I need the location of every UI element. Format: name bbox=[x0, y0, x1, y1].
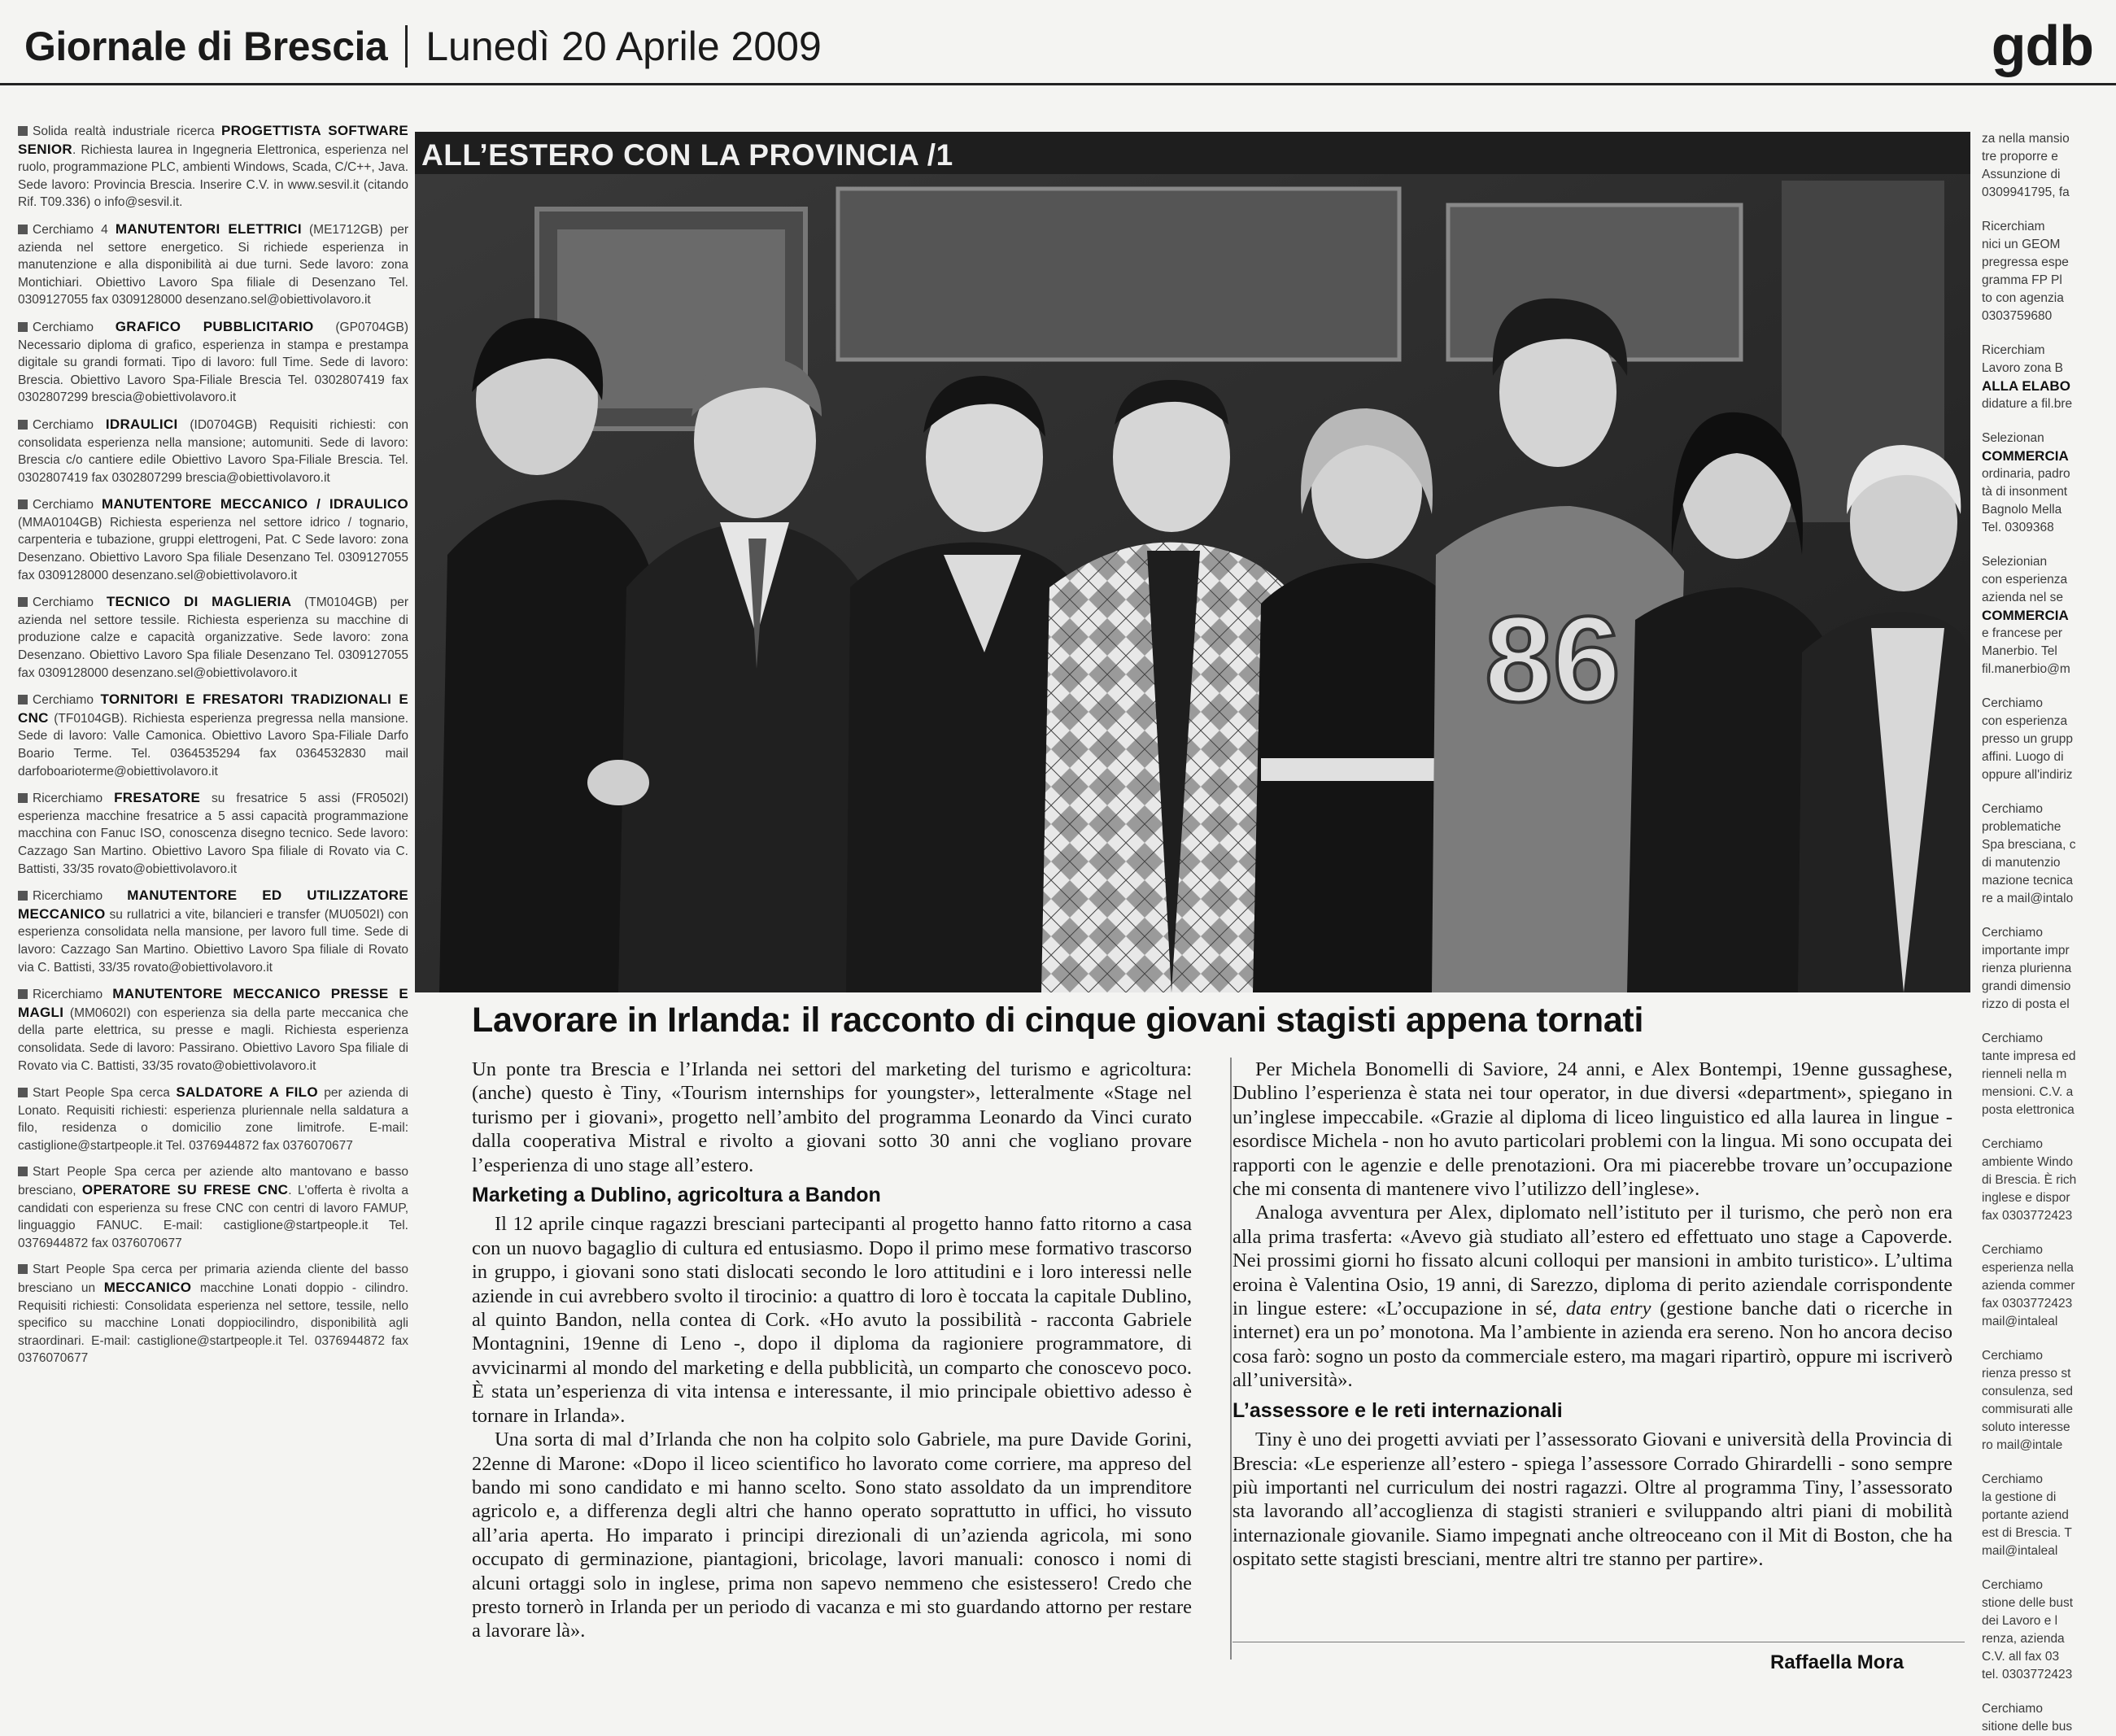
ad-job-title: MECCANICO bbox=[103, 1280, 192, 1296]
ad-intro: Cerchiamo 4 bbox=[33, 222, 108, 237]
ad-line: rienneli nella m bbox=[1982, 1067, 2067, 1081]
ad-job-title: TECNICO DI MAGLIERIA bbox=[106, 594, 292, 610]
article-headline: Lavorare in Irlanda: il racconto di cinque giovani stagisti appena tornati bbox=[472, 1001, 1644, 1040]
ad-line: Cerchiamo bbox=[1982, 926, 2043, 940]
article-paragraph: Tiny è uno dei progetti avviati per l’assessorato Giovani e università della Provincia di Brescia: «Le esperienze all’estero - spiega l’assessore Corrado Ghirardelli - sono sempre più importanti nel curriculum dei nostri ragazzi. Oltre al programma Tiny, l’assessorato sta lavorando all’accoglienza di stagisti stranieri e sviluppando altri piani di mobilità internazionale giovanile. Siamo impegnati anche oltreoceano con il Mit di Boston, che ha ospitato sette stagisti bresciani, mentre altri tre stanno per partire». bbox=[1233, 1428, 1952, 1571]
ad-bullet-icon bbox=[18, 793, 28, 803]
ad-line: renza, azienda bbox=[1982, 1632, 2065, 1646]
ad-job-title: TORNITORI E FRESATORI TRADIZIONALI E CNC bbox=[18, 691, 408, 726]
article-subheading: L’assessore e le reti internazionali bbox=[1233, 1398, 1563, 1422]
ad-line: Cerchiamo bbox=[1982, 802, 2043, 816]
ad-line: 0303759680 bbox=[1982, 309, 2053, 323]
ad-intro: Cerchiamo bbox=[33, 693, 94, 708]
classified-ad bbox=[18, 1163, 408, 1252]
shirt-number: 86 bbox=[1485, 591, 1621, 727]
ad-line: tante impresa ed bbox=[1982, 1049, 2076, 1063]
ad-spacer bbox=[1982, 325, 2116, 342]
ad-bullet-icon bbox=[18, 499, 28, 509]
ad-line: Cerchiamo bbox=[1982, 1243, 2043, 1257]
ad-details: (MMA0104GB) Richiesta esperienza nel settore idrico / tognario, carpenteria e tubazione, gruppi elettrogeni, Pat. C Sede lavoro: zona Desenzano. Obiettivo Lavoro Spa filiale Desenzano Tel. 0309127055 fax 0309128000 desenzano.sel@obiettivolavoro.it bbox=[18, 515, 408, 582]
ad-details: (ID0704GB) Requisiti richiesti: con consolidata esperienza nella mansione; automuniti. Sede di lavoro: Brescia c/o cantiere edile Obiettivo Lavoro Spa-Filiale Brescia. Tel. 0302807419 fax 0302807299 brescia@obiettivolavoro.it bbox=[18, 417, 408, 485]
ad-bullet-icon bbox=[18, 989, 28, 999]
ad-line: mail@intaleal bbox=[1982, 1315, 2058, 1328]
article-text: Analoga avventura per Alex, diplomato nell’istituto per il turismo, che però non era alla prima trasferta: «Avevo già studiato all’estero ed effettuato uno stage a Capoverde. Nei prossimi giorni ho fissato alcuni colloqui per mansioni in ambito turistico». L’ultima eroina è Valentina Osio, 19 anni, di Sarezzo, diploma di perito aziendale corrispondente in lingue estere: «L’occupazione in sé, bbox=[1233, 1202, 1952, 1320]
ad-line: portante aziend bbox=[1982, 1508, 2069, 1522]
ad-line: Manerbio. Tel bbox=[1982, 644, 2057, 658]
ad-details: (TM0104GB) per azienda nel settore tessile. Richiesta esperienza su macchine di produzione calze e capacità organizzative. Sede lavoro: zona Desenzano. Obiettivo Lavoro Spa filiale Desenzano Tel. 0309127055 fax 0309128000 desenzano.sel@obiettivolavoro.it bbox=[18, 595, 408, 680]
ad-intro: Ricerchiamo bbox=[33, 889, 103, 904]
ad-line: Cerchiamo bbox=[1982, 1702, 2043, 1716]
article-paragraph: Per Michela Bonomelli di Saviore, 24 anni, e Alex Bontempi, 19enne gussaghese, Dublino l’esperienza è stata nei tour operator, in due diversi «department», spiegano in un’inglese impeccabile. «Grazie al diploma di liceo linguistico ed alla laurea in lingue - esordisce Michela - non ho avuto particolari problemi con la lingua. Mi sono occupata dei rapporti con le agenzie e delle prenotazioni. Ora mi piacerebbe trovare un’occupazione che mi consenta di mantenere vivo l’utilizzo dell’inglese». bbox=[1233, 1058, 1952, 1201]
group-photo-illustration bbox=[415, 132, 1970, 992]
ad-details: su rullatrici a vite, bilancieri e transfer (MU0502I) con esperienza consolidata nella mansione, per lavoro full time. Sede di lavoro: Cazzago San Martino. Obiettivo Lavoro Spa filiale di Rovato via C. Battisti, 33/35 rovato@obiettivolavoro.it bbox=[18, 907, 408, 975]
ad-details: su fresatrice 5 assi (FR0502I) esperienza macchine fresatrice a 5 assi capacità programmazione macchina con Fanuc ISO, conoscenza disegno tecnico. Sede lavoro: Cazzago San Martino. Obiettivo Lavoro Spa filiale di Rovato via C. Battisti, 33/35 rovato@obiettivolavoro.it bbox=[18, 792, 408, 876]
ad-bullet-icon bbox=[18, 420, 28, 430]
newspaper-name: Giornale di Brescia bbox=[24, 24, 388, 69]
ad-spacer bbox=[1982, 678, 2116, 695]
ad-spacer bbox=[1982, 202, 2116, 218]
ad-line: est di Brescia. T bbox=[1982, 1526, 2072, 1540]
ad-bullet-icon bbox=[18, 225, 28, 234]
ad-line: grandi dimensio bbox=[1982, 979, 2071, 993]
ad-line: e francese per bbox=[1982, 626, 2063, 640]
ad-line: Selezionan bbox=[1982, 431, 2044, 445]
ad-line: Tel. 0309368 bbox=[1982, 521, 2054, 534]
ad-spacer bbox=[1982, 1331, 2116, 1347]
ad-line: problematiche bbox=[1982, 820, 2061, 834]
left-classifieds-column bbox=[18, 122, 408, 1680]
ad-line: Cerchiamo bbox=[1982, 1578, 2043, 1592]
ad-line: to con agenzia bbox=[1982, 291, 2064, 305]
ad-line: importante impr bbox=[1982, 944, 2070, 957]
classified-ad bbox=[18, 1261, 408, 1367]
ad-line: Assunzione di bbox=[1982, 168, 2061, 181]
classified-ad bbox=[18, 887, 408, 976]
ad-bullet-icon bbox=[18, 1167, 28, 1176]
ad-job-title: MANUTENTORE MECCANICO PRESSE E MAGLI bbox=[18, 986, 408, 1020]
ad-line: di manutenzio bbox=[1982, 856, 2061, 870]
ad-line: stione delle bust bbox=[1982, 1596, 2074, 1610]
ad-line: mail@intaleal bbox=[1982, 1544, 2058, 1558]
article-body bbox=[472, 1058, 1952, 1684]
ad-spacer bbox=[1982, 1119, 2116, 1136]
ad-job-title: MANUTENTORE MECCANICO / IDRAULICO bbox=[101, 496, 408, 513]
ad-details: per azienda di Lonato. Requisiti richiesti: esperienza pluriennale nella saldatura a filo, residenza o domicilio zone limitrofe. E-mail: castiglione@startpeople.it Tel. 0376944872 fax 0376070677 bbox=[18, 1086, 408, 1153]
ad-line: con esperienza bbox=[1982, 573, 2068, 587]
ad-line: COMMERCIA bbox=[1982, 608, 2069, 623]
ad-line: con esperienza bbox=[1982, 714, 2068, 728]
ad-line: Cerchiamo bbox=[1982, 1137, 2043, 1151]
classified-ad bbox=[18, 416, 408, 486]
ad-line: sitione delle bus bbox=[1982, 1720, 2073, 1734]
ad-bullet-icon bbox=[18, 1088, 28, 1097]
ad-details: (ME1712GB) per azienda nel settore energetico. Si richiede esperienza in manutenzione e alla disponibilità ai due turni. Sede lavoro: zona Montichiari. Obiettivo Lavoro Spa filiale di Desenzano Tel. 0309127055 fax 0309128000 desenzano.sel@obiettivolavoro.it bbox=[18, 222, 408, 308]
ad-line: rienza plurienna bbox=[1982, 962, 2072, 975]
ad-intro: Start People Spa cerca per primaria azienda cliente del basso bresciano un bbox=[18, 1263, 408, 1296]
ad-line: affini. Luogo di bbox=[1982, 750, 2064, 764]
ad-line: Lavoro zona B bbox=[1982, 361, 2063, 375]
newspaper-logo: gdb bbox=[1991, 14, 2093, 77]
ad-intro: Cerchiamo bbox=[33, 595, 94, 610]
classified-ad bbox=[18, 593, 408, 682]
ad-line: ALLA ELABO bbox=[1982, 378, 2070, 394]
ad-line: soluto interesse bbox=[1982, 1420, 2070, 1434]
ad-job-title: SALDATORE A FILO bbox=[176, 1084, 318, 1101]
ad-line: C.V. all fax 03 bbox=[1982, 1650, 2060, 1664]
ad-spacer bbox=[1982, 413, 2116, 430]
ad-bullet-icon bbox=[18, 597, 28, 607]
classified-ad bbox=[18, 495, 408, 584]
ad-job-title: IDRAULICI bbox=[105, 416, 178, 432]
article-text: (gestione banche dati o ricerche in internet) era un po’ monotona. Ma l’ambiente in azienda era sereno. Non ho ancora deciso cosa farò: sogno un posto da commerciale estero, ma magari ripartirò, oppure mi iscriverò all’università». bbox=[1233, 1298, 1953, 1392]
section-banner: ALL’ESTERO CON LA PROVINCIA /1 bbox=[421, 138, 953, 172]
ad-line: esperienza nella bbox=[1982, 1261, 2074, 1275]
ad-job-title: PROGETTISTA SOFTWARE SENIOR bbox=[18, 123, 408, 157]
ad-intro: Ricerchiamo bbox=[33, 792, 103, 806]
ad-intro: Start People Spa cerca bbox=[33, 1086, 170, 1101]
article-column-1 bbox=[472, 1058, 1192, 1643]
ad-line: Bagnolo Mella bbox=[1982, 503, 2062, 517]
ad-spacer bbox=[1982, 1225, 2116, 1241]
ad-line: fax 0303772423 bbox=[1982, 1209, 2073, 1223]
ad-details: . Richiesta laurea in Ingegneria Elettronica, esperienza nel ruolo, programmazione PLC, ambienti Windows, Scada, C/C++, Java. Sede lavoro: Provincia Brescia. Inserire C.V. in www.sesvil.it (citando Rif. T09.336) o info@sesvil.it. bbox=[18, 142, 408, 210]
header-rule bbox=[0, 83, 2116, 85]
ad-line: Ricerchiam bbox=[1982, 220, 2045, 233]
ad-line: posta elettronica bbox=[1982, 1103, 2075, 1117]
article-paragraph: Il 12 aprile cinque ragazzi bresciani partecipanti al progetto hanno fatto ritorno a casa con un nuovo bagaglio di cultura ed entusiasmo. Dopo il primo mese formativo trascorso in gruppo, i giovani sono stati dislocati secondo le loro attitudini e i loro interessi nelle aziende in cui avrebbero svolto il tirocinio: a quattro di loro è toccata la capitale Dublino, al quinto Bandon, nella contea di Cork. «Ho avuto la possibilità - racconta Gabriele Montagnini, 19enne di Leno -, dopo il diploma da ragioniere programmatore, di avvicinarmi al mondo del marketing e della pubblicità, un comparto che conoscevo poco. È stata un’esperienza di vita intensa e interessante, il mio principale obiettivo adesso è tornare in Irlanda». bbox=[472, 1213, 1192, 1427]
ad-intro: Solida realtà industriale ricerca bbox=[33, 124, 215, 138]
ad-line: fil.manerbio@m bbox=[1982, 662, 2070, 676]
ad-line: tre proporre e bbox=[1982, 150, 2058, 164]
ad-line: re a mail@intalo bbox=[1982, 892, 2074, 905]
ad-details: (GP0704GB) Necessario diploma di grafico, esperienza in stampa e prestampa digitale su grandi formati. Tipo di lavoro: full Time. Sede di lavoro: Brescia. Obiettivo Lavoro Spa-Filiale Brescia Tel. 0302807419 fax 0302807299 brescia@obiettivolavoro.it bbox=[18, 320, 408, 405]
masthead-divider bbox=[405, 25, 408, 68]
ad-line: tel. 0303772423 bbox=[1982, 1668, 2073, 1681]
ad-job-title: GRAFICO PUBBLICITARIO bbox=[115, 318, 314, 334]
ad-intro: Cerchiamo bbox=[33, 417, 94, 432]
article-paragraph bbox=[1233, 1201, 1952, 1392]
ad-line: presso un grupp bbox=[1982, 732, 2074, 746]
ad-intro: Ricerchiamo bbox=[33, 988, 103, 1002]
classified-ad bbox=[18, 691, 408, 780]
ad-line: ordinaria, padro bbox=[1982, 467, 2070, 481]
ad-line: rienza presso st bbox=[1982, 1367, 2071, 1381]
ad-bullet-icon bbox=[18, 891, 28, 901]
article-column-2 bbox=[1233, 1058, 1952, 1572]
ad-line: tà di insonment bbox=[1982, 485, 2068, 499]
ad-bullet-icon bbox=[18, 126, 28, 136]
ad-line: dei Lavoro e l bbox=[1982, 1614, 2058, 1628]
ad-spacer bbox=[1982, 1014, 2116, 1030]
ad-line: mensioni. C.V. a bbox=[1982, 1085, 2074, 1099]
ad-line: nici un GEOM bbox=[1982, 238, 2061, 251]
ad-details: . L'offerta è rivolta a candidati con esperienza su frese CNC con centri di lavoro FAMUP, linguaggio FANUC. E-mail: castiglione@startpeople.it Tel. 0376944872 fax 0376070677 bbox=[18, 1184, 408, 1250]
classified-ad bbox=[18, 985, 408, 1075]
ad-line: COMMERCIA bbox=[1982, 448, 2069, 464]
ad-line: gramma FP Pl bbox=[1982, 273, 2062, 287]
masthead bbox=[24, 18, 822, 75]
ad-line: fax 0303772423 bbox=[1982, 1297, 2073, 1311]
ad-intro: Cerchiamo bbox=[33, 498, 94, 513]
ad-bullet-icon bbox=[18, 1264, 28, 1274]
ad-line: 0309941795, fa bbox=[1982, 185, 2070, 199]
classified-ad bbox=[18, 220, 408, 309]
ad-line: za nella mansio bbox=[1982, 132, 2070, 146]
ad-line: la gestione di bbox=[1982, 1490, 2057, 1504]
classified-ad bbox=[18, 318, 408, 407]
article-paragraph: Una sorta di mal d’Irlanda che non ha colpito solo Gabriele, ma pure Davide Gorini, 22enne di Marone: «Dopo il liceo scientifico ho lavorato come corriere, ma appreso del bando mi sono candidato e mi hanno scelto. Sono stato assoldato da un imprenditore agricolo e, a differenza degli altri che hanno operato soprattutto in uffici, ho vissuto all’aria aperta. Ho imparato i principi direzionali di un’azienda agricola, mi sono occupato di germinazione, piantagioni, bricolage, lavori manuali: conosco i nomi di alcuni ortaggi solo in inglese, prima non sapevo nemmeno che esistessero! Credo che presto tornerò in Irlanda per un periodo di vacanza e mi sto guardando attorno per restare a lavorare là». bbox=[472, 1428, 1192, 1642]
ad-line: rizzo di posta el bbox=[1982, 997, 2070, 1011]
ad-line: Cerchiamo bbox=[1982, 696, 2043, 710]
ad-bullet-icon bbox=[18, 695, 28, 704]
right-classifieds-column bbox=[1982, 130, 2116, 1734]
article-byline: Raffaella Mora bbox=[1770, 1651, 1904, 1673]
article-subheading: Marketing a Dublino, agricoltura a Bandon bbox=[472, 1184, 881, 1207]
ad-line: pregressa espe bbox=[1982, 255, 2069, 269]
ad-line: Ricerchiam bbox=[1982, 343, 2045, 357]
ad-line: Cerchiamo bbox=[1982, 1472, 2043, 1486]
ad-line: didature a fil.bre bbox=[1982, 397, 2073, 411]
ad-line: Selezionian bbox=[1982, 555, 2048, 569]
ad-spacer bbox=[1982, 537, 2116, 553]
ad-spacer bbox=[1982, 1560, 2116, 1577]
ad-intro: Start People Spa cerca per aziende alto mantovano e basso bresciano, bbox=[18, 1165, 408, 1198]
ad-line: ambiente Windo bbox=[1982, 1155, 2074, 1169]
classified-ad bbox=[18, 789, 408, 878]
ad-line: Spa bresciana, c bbox=[1982, 838, 2076, 852]
ad-line: azienda nel se bbox=[1982, 591, 2063, 604]
ad-details: (TF0104GB). Richiesta esperienza pregressa nella mansione. Sede di lavoro: Valle Camonica. Obiettivo Lavoro Spa-Filiale Darfo Boario Terme. Tel. 0364535294 fax 0364532830 mail darfoboarioterme@obiettivolavoro.it bbox=[18, 711, 408, 779]
ad-line: Cerchiamo bbox=[1982, 1349, 2043, 1363]
group-photo bbox=[415, 132, 1970, 992]
ad-line: inglese e dispor bbox=[1982, 1191, 2070, 1205]
ad-details: macchine Lonati doppio - cilindro. Requisiti richiesti: Consolidata esperienza nel settore, tessile, nello specifico su macchine Lonati doppiocilindro, disponibilità agli straordinari. E-mail: castiglione@startpeople.it Tel. 0376944872 fax 0376070677 bbox=[18, 1281, 409, 1366]
ad-details: (MM0602I) con esperienza sia della parte meccanica che della parte elettrica, su presse e magli. Richiesta esperienza consolidata. Sede di lavoro: Passirano. Obiettivo Lavoro Spa filiale di Rovato via C. Battisti, 33/35 rovato@obiettivolavoro.it bbox=[18, 1005, 408, 1073]
ad-line: oppure all'indiriz bbox=[1982, 768, 2073, 782]
ad-line: commisurati alle bbox=[1982, 1402, 2073, 1416]
ad-bullet-icon bbox=[18, 322, 28, 332]
ad-job-title: MANUTENTORI ELETTRICI bbox=[115, 220, 302, 237]
ad-line: Cerchiamo bbox=[1982, 1032, 2043, 1045]
ad-line: azienda commer bbox=[1982, 1279, 2075, 1293]
ad-spacer bbox=[1982, 1684, 2116, 1700]
article-paragraph: Un ponte tra Brescia e l’Irlanda nei settori del marketing del turismo e agricoltura: (anche) questo è Tiny, «Tourism internships for youngster», letteralmente «Stage nel turismo per i giovani», progetto nell’ambito del programma Leonardo da Vinci curato dalla cooperativa Mistral e rivolto a giovani sotto 30 anni che vogliano provare l’esperienza di uno stage all’estero. bbox=[472, 1058, 1192, 1176]
issue-date: Lunedì 20 Aprile 2009 bbox=[425, 24, 822, 69]
ad-line: di Brescia. È rich bbox=[1982, 1173, 2077, 1187]
ad-spacer bbox=[1982, 908, 2116, 924]
ad-intro: Cerchiamo bbox=[33, 320, 94, 334]
ad-spacer bbox=[1982, 784, 2116, 800]
ad-line: ro mail@intale bbox=[1982, 1438, 2063, 1452]
emphasized-term: data entry bbox=[1565, 1298, 1651, 1320]
classified-ad bbox=[18, 1084, 408, 1154]
ad-line: consulenza, sed bbox=[1982, 1385, 2074, 1398]
ad-job-title: FRESATORE bbox=[114, 790, 201, 806]
ad-job-title: OPERATORE SU FRESE CNC bbox=[81, 1182, 289, 1198]
ad-spacer bbox=[1982, 1455, 2116, 1471]
ad-line: mazione tecnica bbox=[1982, 874, 2074, 888]
classified-ad bbox=[18, 122, 408, 212]
ad-job-title: MANUTENTORE ED UTILIZZATORE MECCANICO bbox=[18, 888, 409, 922]
